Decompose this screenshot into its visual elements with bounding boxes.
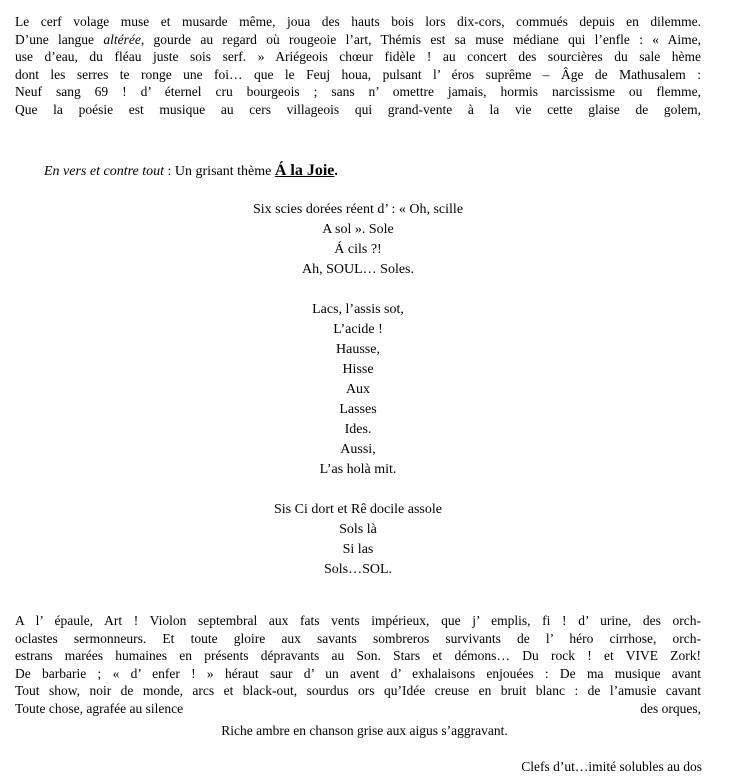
poem-line: Sis Ci dort et Rê docile assole <box>274 502 442 517</box>
paragraph-line: estrans marées humaines en présents dépravants au Son. Stars et démons… Du rock ! et VIVE Zork! <box>15 648 701 663</box>
paragraph-line: Tout show, noir de monde, arcs et black-out, sourdus ors qu’Idée creuse en bruit blanc : de l’amusie cavant <box>15 683 701 698</box>
poem-line: L’as holà mit. <box>319 462 397 477</box>
subtitle-highlight: Á la Joie <box>274 162 335 179</box>
stanza-break <box>0 280 716 300</box>
poem-line: A sol ». Sole <box>322 222 394 237</box>
poem-line: Six scies dorées réent d’ : « Oh, scille <box>252 202 464 217</box>
poem-line: Si las <box>342 542 374 557</box>
poem-line: Á cils ?! <box>334 242 382 257</box>
centered-line: Riche ambre en chanson grise aux aigus s’aggravant. <box>221 723 508 738</box>
poem-line: Ides. <box>344 422 372 437</box>
poem-subtitle <box>44 162 338 181</box>
poem-line: L’acide ! <box>333 322 383 337</box>
poem-line: Aux <box>345 382 371 397</box>
paragraph-line: A l’ épaule, Art ! Violon septembral aux fats vents impérieux, que j’ emplis, fi ! d’ urine, des orch- <box>15 613 701 628</box>
poem-line: Hisse <box>342 362 374 377</box>
paragraph-line: D’une langue altérée, gourde au regard où rougeoie l’art, Thémis est sa muse médiane qui l’enfle : « Aime, <box>15 31 701 47</box>
paragraph-line: Que la poésie est musique au cers villageois qui grand-vente à la vie cette glaise de golem, <box>15 101 701 117</box>
paragraph-split-line <box>15 700 701 718</box>
paragraph-line: use d’eau, du fléau juste sois serf. » Ariégeois chœur fidèle ! au concert des sourcières du sale hème <box>15 49 701 64</box>
paragraph-line: De barbarie ; « d’ enfer ! » héraut saur d’ un avent d’ exhalaisons enjouées : De ma musique avant <box>15 665 701 681</box>
split-left-text: Toute chose, agrafée au silence <box>15 700 184 716</box>
subtitle-italic: En vers et contre tout <box>44 164 165 179</box>
emphasis-word: altérée <box>103 31 141 47</box>
poem-line: Lacs, l’assis sot, <box>312 302 404 317</box>
poem-line: Ah, SOUL… Soles. <box>301 262 414 277</box>
poem-line: Lasses <box>339 402 377 417</box>
subtitle-end: . <box>334 164 338 179</box>
poem-line: Sols…SOL. <box>323 562 393 577</box>
poem <box>0 200 716 580</box>
poem-line: Aussi, <box>340 442 376 457</box>
paragraph-line: oclastes sermonneurs. Et toute gloire aux savants sombreros survivants de l’ héro cirrhose, orch- <box>15 630 701 646</box>
stanza-break <box>0 480 716 500</box>
closing-paragraph <box>15 612 701 717</box>
paragraph-line: dont les serres te ronge une foi… que le Feuj houa, pulsant l’ éros suprême – Âge de Mathusalem : <box>15 66 701 82</box>
split-right-text: des orques, <box>640 700 701 716</box>
opening-paragraph <box>15 13 701 118</box>
poem-line: Sols là <box>339 522 377 537</box>
paragraph-line: Neuf sang 69 ! d’ éternel cru bourgeois ; sans n’ omettre jamais, hormis narcissisme ou flemme, <box>15 84 701 99</box>
poem-line: Hausse, <box>336 342 380 357</box>
page-footer: Clefs d’ut…imité solubles au dos <box>521 759 702 774</box>
subtitle-text: : Un grisant thème <box>164 164 275 179</box>
paragraph-line: Le cerf volage muse et musarde même, joua des hauts bois lors dix-cors, commués depuis en dilemme. <box>15 14 701 29</box>
